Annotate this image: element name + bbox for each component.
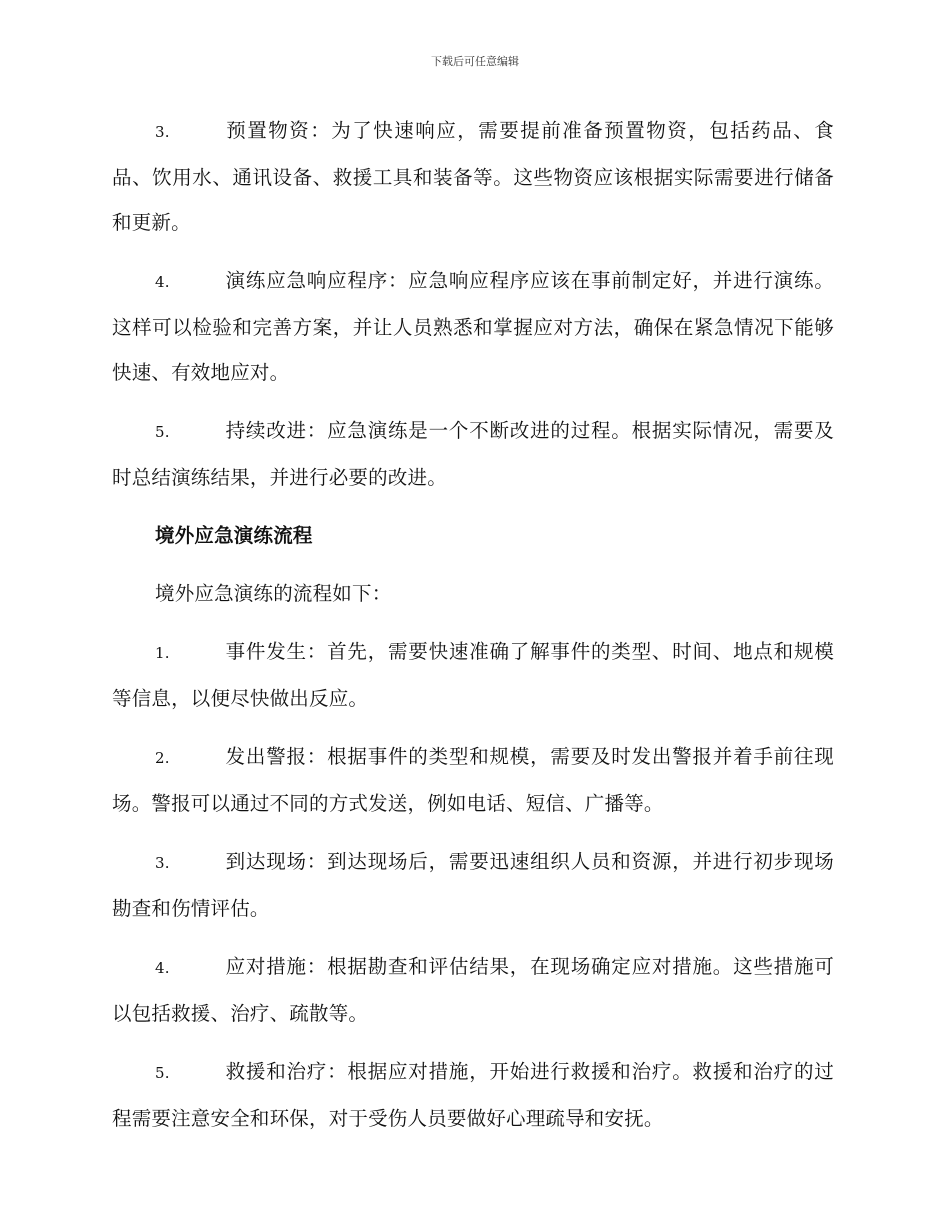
list-item [112, 839, 834, 931]
list-item-text: 预置物资：为了快速响应，需要提前准备预置物资，包括药品、食品、饮用水、通讯设备、救援工具和装备等。这些物资应该根据实际需要进行储备和更新。 [112, 119, 834, 234]
list-item [112, 408, 834, 500]
list-item-number: 1. [155, 644, 170, 662]
list-item-number: 5. [155, 423, 170, 441]
list-item-number: 4. [155, 959, 170, 977]
list-item-text: 事件发生：首先，需要快速准确了解事件的类型、时间、地点和规模等信息，以便尽快做出反应。 [112, 640, 834, 710]
list-item [112, 944, 834, 1036]
list-item [112, 108, 834, 245]
list-item-number: 3. [155, 854, 170, 872]
list-item-text: 持续改进：应急演练是一个不断改进的过程。根据实际情况，需要及时总结演练结果，并进行必要的改进。 [112, 419, 834, 489]
list-item-number: 2. [155, 749, 170, 767]
list-item [112, 258, 834, 395]
list-item-text: 应对措施：根据勘查和评估结果，在现场确定应对措施。这些措施可以包括救援、治疗、疏散等。 [112, 955, 834, 1025]
list-item [112, 629, 834, 721]
list-item-text: 发出警报：根据事件的类型和规模，需要及时发出警报并着手前往现场。警报可以通过不同的方式发送，例如电话、短信、广播等。 [112, 745, 834, 815]
list-item [112, 734, 834, 826]
list-item [112, 1049, 834, 1141]
section-intro: 境外应急演练的流程如下： [155, 582, 392, 605]
list-item-number: 5. [155, 1064, 170, 1082]
list-item-number: 3. [155, 123, 170, 141]
document-body [112, 108, 834, 1154]
list-item-text: 演练应急响应程序：应急响应程序应该在事前制定好，并进行演练。这样可以检验和完善方案，并让人员熟悉和掌握应对方法，确保在紧急情况下能够快速、有效地应对。 [112, 269, 834, 384]
list-item-number: 4. [155, 273, 170, 291]
section-heading: 境外应急演练流程 [155, 524, 313, 547]
list-item-text: 到达现场：到达现场后，需要迅速组织人员和资源，并进行初步现场勘查和伤情评估。 [112, 850, 834, 920]
list-item-text: 救援和治疗：根据应对措施，开始进行救援和治疗。救援和治疗的过程需要注意安全和环保，对于受伤人员要做好心理疏导和安抚。 [112, 1060, 834, 1130]
page-header: 下载后可任意编辑 [431, 55, 519, 68]
